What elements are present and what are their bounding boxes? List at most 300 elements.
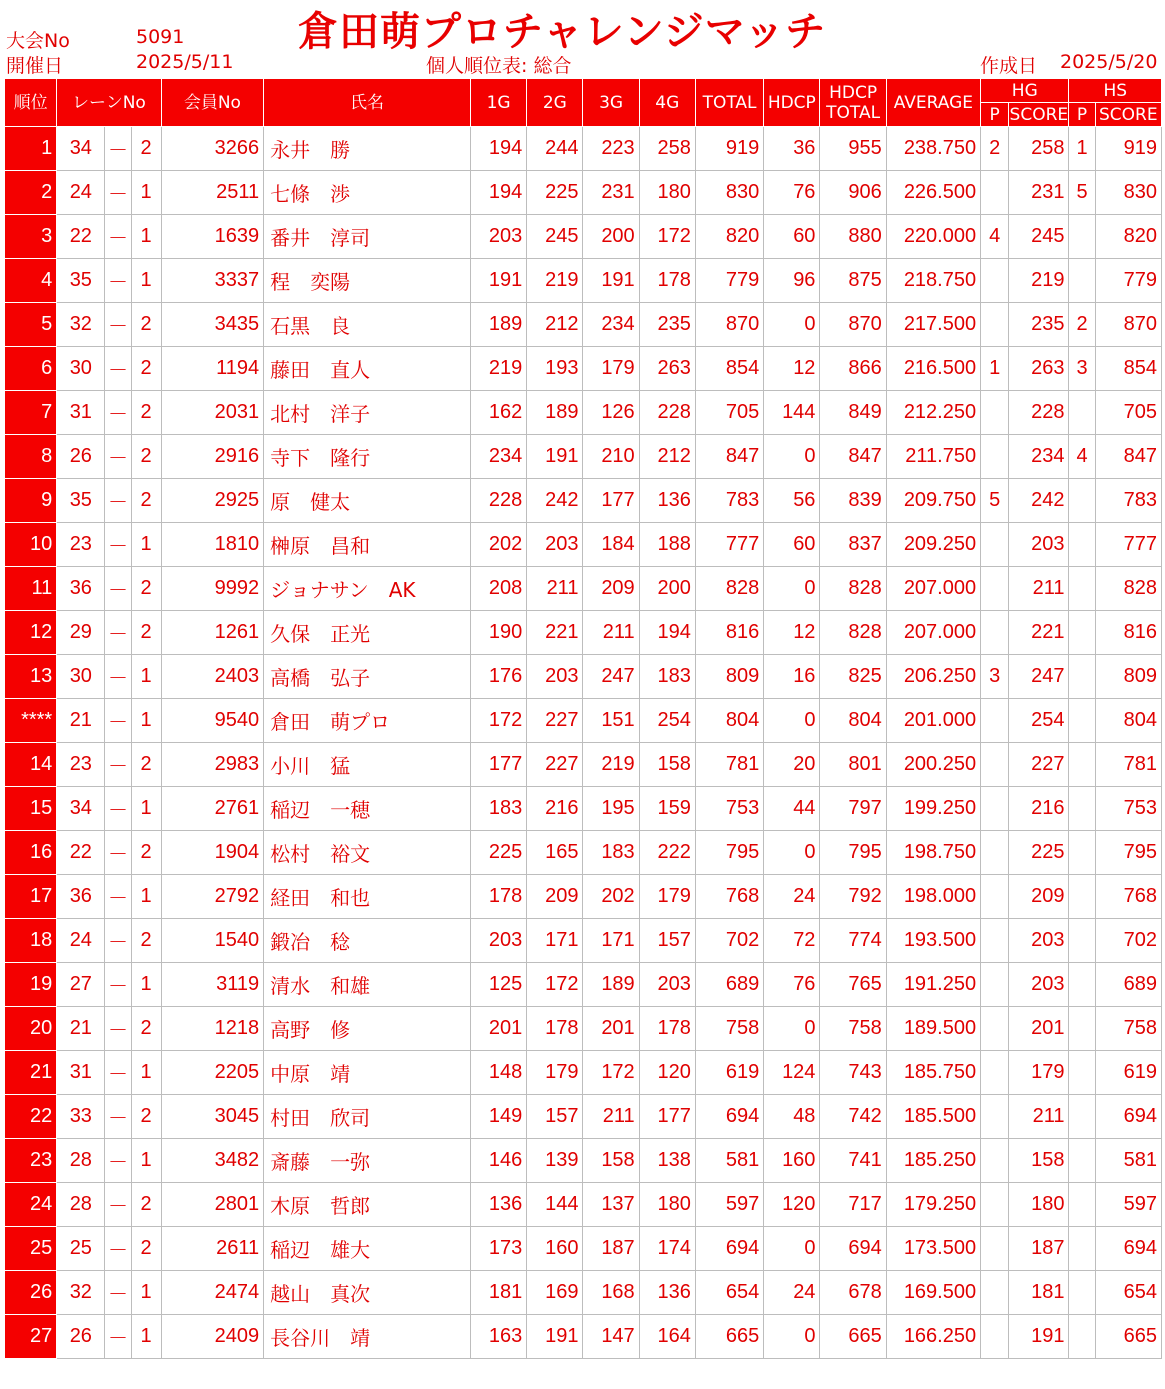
total-cell: 654 [695,1271,763,1315]
created-label: 作成日 [980,55,1038,77]
hg-place-cell [981,391,1009,435]
game3-cell: 168 [583,1271,639,1315]
table-row [5,1183,1162,1227]
rank-cell: 23 [5,1139,57,1183]
game1-cell: 190 [470,611,526,655]
hg-score-cell: 181 [1009,1271,1069,1315]
rank-cell: 18 [5,919,57,963]
total-cell: 702 [695,919,763,963]
table-row [5,919,1162,963]
game4-cell: 164 [639,1315,695,1359]
lane-pos-cell: 1 [131,699,161,743]
rank-cell: 14 [5,743,57,787]
game4-cell: 228 [639,391,695,435]
average-cell: 185.500 [886,1095,980,1139]
game1-cell: 181 [470,1271,526,1315]
member-no-cell: 1194 [161,347,263,391]
rank-cell: 16 [5,831,57,875]
game2-cell: 244 [527,127,583,171]
hg-score-cell: 211 [1009,1095,1069,1139]
member-no-cell: 2474 [161,1271,263,1315]
game1-cell: 162 [470,391,526,435]
game1-cell: 225 [470,831,526,875]
hs-place-cell [1069,743,1095,787]
lane-dash: － [105,567,131,611]
game1-cell: 149 [470,1095,526,1139]
hs-place-cell [1069,523,1095,567]
game4-cell: 203 [639,963,695,1007]
hdcp-total-cell: 765 [820,963,886,1007]
rank-cell: 7 [5,391,57,435]
hs-score-cell: 804 [1095,699,1161,743]
hg-score-cell: 201 [1009,1007,1069,1051]
hg-score-cell: 209 [1009,875,1069,919]
member-no-cell: 3045 [161,1095,263,1139]
lane-cell: 32 [57,1271,105,1315]
game2-cell: 216 [527,787,583,831]
average-cell: 220.000 [886,215,980,259]
average-cell: 185.250 [886,1139,980,1183]
average-cell: 226.500 [886,171,980,215]
total-cell: 820 [695,215,763,259]
game4-cell: 136 [639,479,695,523]
game4-cell: 235 [639,303,695,347]
hs-place-cell [1069,831,1095,875]
average-cell: 209.750 [886,479,980,523]
average-cell: 207.000 [886,611,980,655]
game2-cell: 225 [527,171,583,215]
col-average: AVERAGE [886,79,980,127]
total-cell: 694 [695,1227,763,1271]
table-row [5,875,1162,919]
lane-pos-cell: 2 [131,435,161,479]
col-member-no: 会員No [161,79,263,127]
rank-cell: 15 [5,787,57,831]
rank-cell: 6 [5,347,57,391]
hs-score-cell: 694 [1095,1227,1161,1271]
table-row [5,1007,1162,1051]
game3-cell: 189 [583,963,639,1007]
member-no-cell: 2792 [161,875,263,919]
rank-cell: 26 [5,1271,57,1315]
hg-place-cell [981,1315,1009,1359]
hdcp-cell: 0 [764,435,820,479]
game3-cell: 126 [583,391,639,435]
lane-dash: － [105,1139,131,1183]
hdcp-total-cell: 801 [820,743,886,787]
col-name: 氏名 [264,79,471,127]
lane-cell: 28 [57,1183,105,1227]
lane-dash: － [105,1051,131,1095]
game1-cell: 203 [470,919,526,963]
game2-cell: 221 [527,611,583,655]
total-cell: 597 [695,1183,763,1227]
game2-cell: 189 [527,391,583,435]
hdcp-total-cell: 849 [820,391,886,435]
hg-score-cell: 221 [1009,611,1069,655]
name-cell: 永井 勝 [264,127,471,171]
hdcp-total-cell: 847 [820,435,886,479]
game4-cell: 120 [639,1051,695,1095]
member-no-cell: 3337 [161,259,263,303]
col-hs: HS [1069,79,1162,103]
game2-cell: 242 [527,479,583,523]
game4-cell: 178 [639,259,695,303]
hg-score-cell: 180 [1009,1183,1069,1227]
lane-pos-cell: 1 [131,1271,161,1315]
name-cell: 藤田 直人 [264,347,471,391]
total-cell: 816 [695,611,763,655]
game1-cell: 136 [470,1183,526,1227]
rank-cell: 25 [5,1227,57,1271]
hs-place-cell [1069,479,1095,523]
game1-cell: 146 [470,1139,526,1183]
hdcp-total-cell: 875 [820,259,886,303]
hdcp-cell: 12 [764,611,820,655]
lane-dash: － [105,1095,131,1139]
lane-dash: － [105,611,131,655]
col-hdcp-total-line1: HDCP [829,82,878,103]
average-cell: 191.250 [886,963,980,1007]
game4-cell: 188 [639,523,695,567]
lane-pos-cell: 2 [131,391,161,435]
rank-cell: 27 [5,1315,57,1359]
hs-score-cell: 847 [1095,435,1161,479]
hg-score-cell: 216 [1009,787,1069,831]
game2-cell: 178 [527,1007,583,1051]
hg-place-cell [981,1007,1009,1051]
table-row [5,963,1162,1007]
table-row [5,303,1162,347]
name-cell: 清水 和雄 [264,963,471,1007]
hs-score-cell: 854 [1095,347,1161,391]
lane-dash: － [105,435,131,479]
table-row [5,171,1162,215]
total-cell: 854 [695,347,763,391]
hdcp-total-cell: 828 [820,611,886,655]
name-cell: 高橋 弘子 [264,655,471,699]
hdcp-cell: 24 [764,875,820,919]
rank-cell: 12 [5,611,57,655]
lane-pos-cell: 1 [131,215,161,259]
member-no-cell: 2761 [161,787,263,831]
table-row [5,347,1162,391]
lane-dash: － [105,391,131,435]
lane-pos-cell: 1 [131,787,161,831]
hg-place-cell [981,1095,1009,1139]
game4-cell: 263 [639,347,695,391]
hdcp-total-cell: 870 [820,303,886,347]
table-row [5,743,1162,787]
hg-place-cell [981,611,1009,655]
table-row [5,127,1162,171]
member-no-cell: 1261 [161,611,263,655]
hdcp-cell: 0 [764,831,820,875]
game1-cell: 208 [470,567,526,611]
lane-dash: － [105,259,131,303]
hs-score-cell: 783 [1095,479,1161,523]
hdcp-total-cell: 837 [820,523,886,567]
total-cell: 870 [695,303,763,347]
hdcp-cell: 0 [764,567,820,611]
total-cell: 694 [695,1095,763,1139]
game1-cell: 203 [470,215,526,259]
hg-score-cell: 234 [1009,435,1069,479]
hdcp-total-cell: 742 [820,1095,886,1139]
hg-score-cell: 247 [1009,655,1069,699]
hdcp-cell: 60 [764,523,820,567]
col-hdcp-total [820,79,886,127]
rank-cell: 24 [5,1183,57,1227]
col-lane: レーンNo [57,79,161,127]
hs-score-cell: 753 [1095,787,1161,831]
average-cell: 218.750 [886,259,980,303]
hs-place-cell: 1 [1069,127,1095,171]
lane-dash: － [105,699,131,743]
name-cell: 久保 正光 [264,611,471,655]
member-no-cell: 1639 [161,215,263,259]
hs-score-cell: 705 [1095,391,1161,435]
game3-cell: 231 [583,171,639,215]
hs-place-cell [1069,1315,1095,1359]
member-no-cell: 2031 [161,391,263,435]
hs-score-cell: 820 [1095,215,1161,259]
name-cell: 稲辺 雄大 [264,1227,471,1271]
hg-score-cell: 245 [1009,215,1069,259]
lane-cell: 34 [57,127,105,171]
table-row [5,611,1162,655]
member-no-cell: 9540 [161,699,263,743]
member-no-cell: 2801 [161,1183,263,1227]
table-row [5,479,1162,523]
lane-cell: 35 [57,259,105,303]
name-cell: 斎藤 一弥 [264,1139,471,1183]
hs-place-cell [1069,567,1095,611]
hg-place-cell: 1 [981,347,1009,391]
game4-cell: 194 [639,611,695,655]
hdcp-total-cell: 743 [820,1051,886,1095]
name-cell: ジョナサン AK [264,567,471,611]
game4-cell: 258 [639,127,695,171]
average-cell: 200.250 [886,743,980,787]
hg-place-cell [981,567,1009,611]
lane-pos-cell: 1 [131,655,161,699]
lane-cell: 22 [57,215,105,259]
game2-cell: 219 [527,259,583,303]
col-hg-p: P [981,103,1009,127]
hdcp-total-cell: 866 [820,347,886,391]
hdcp-cell: 160 [764,1139,820,1183]
col-hs-score: SCORE [1095,103,1161,127]
hdcp-cell: 0 [764,699,820,743]
game4-cell: 183 [639,655,695,699]
hs-place-cell [1069,1227,1095,1271]
hdcp-cell: 120 [764,1183,820,1227]
member-no-cell: 2983 [161,743,263,787]
hg-place-cell [981,875,1009,919]
game1-cell: 172 [470,699,526,743]
hdcp-total-cell: 795 [820,831,886,875]
average-cell: 201.000 [886,699,980,743]
hdcp-total-cell: 758 [820,1007,886,1051]
game2-cell: 203 [527,655,583,699]
rank-cell: 3 [5,215,57,259]
member-no-cell: 3482 [161,1139,263,1183]
lane-pos-cell: 2 [131,611,161,655]
lane-cell: 35 [57,479,105,523]
total-cell: 795 [695,831,763,875]
lane-dash: － [105,831,131,875]
total-cell: 804 [695,699,763,743]
hs-place-cell [1069,1095,1095,1139]
game1-cell: 125 [470,963,526,1007]
hs-score-cell: 597 [1095,1183,1161,1227]
hg-place-cell: 3 [981,655,1009,699]
game1-cell: 177 [470,743,526,787]
game3-cell: 184 [583,523,639,567]
lane-dash: － [105,1007,131,1051]
hs-score-cell: 828 [1095,567,1161,611]
lane-dash: － [105,655,131,699]
name-cell: 北村 洋子 [264,391,471,435]
lane-cell: 31 [57,391,105,435]
table-row [5,391,1162,435]
rank-cell: 10 [5,523,57,567]
name-cell: 小川 猛 [264,743,471,787]
hs-place-cell [1069,787,1095,831]
lane-cell: 31 [57,1051,105,1095]
hdcp-cell: 24 [764,1271,820,1315]
game2-cell: 191 [527,435,583,479]
hdcp-cell: 72 [764,919,820,963]
average-cell: 207.000 [886,567,980,611]
hg-place-cell [981,523,1009,567]
hs-score-cell: 694 [1095,1095,1161,1139]
rank-cell: 4 [5,259,57,303]
hs-place-cell [1069,1139,1095,1183]
hg-place-cell [981,831,1009,875]
rank-cell: 13 [5,655,57,699]
hg-place-cell [981,1183,1009,1227]
hdcp-cell: 0 [764,1227,820,1271]
game1-cell: 219 [470,347,526,391]
hg-score-cell: 219 [1009,259,1069,303]
table-row [5,1139,1162,1183]
event-date: 2025/5/11 [136,51,234,73]
hg-score-cell: 258 [1009,127,1069,171]
game1-cell: 173 [470,1227,526,1271]
lane-cell: 26 [57,435,105,479]
game2-cell: 144 [527,1183,583,1227]
hdcp-cell: 56 [764,479,820,523]
col-hdcp-total-line2: TOTAL [826,102,881,123]
hdcp-total-cell: 839 [820,479,886,523]
name-cell: 長谷川 靖 [264,1315,471,1359]
table-row [5,523,1162,567]
hg-place-cell [981,1227,1009,1271]
table-row [5,831,1162,875]
name-cell: 七條 渉 [264,171,471,215]
member-no-cell: 2916 [161,435,263,479]
name-cell: 稲辺 一穂 [264,787,471,831]
rank-cell: 20 [5,1007,57,1051]
game3-cell: 219 [583,743,639,787]
lane-pos-cell: 2 [131,479,161,523]
game3-cell: 211 [583,1095,639,1139]
lane-cell: 29 [57,611,105,655]
lane-cell: 32 [57,303,105,347]
game3-cell: 234 [583,303,639,347]
lane-cell: 24 [57,171,105,215]
member-no-cell: 2925 [161,479,263,523]
hg-score-cell: 187 [1009,1227,1069,1271]
lane-cell: 25 [57,1227,105,1271]
name-cell: 榊原 昌和 [264,523,471,567]
lane-pos-cell: 2 [131,831,161,875]
hdcp-total-cell: 792 [820,875,886,919]
name-cell: 番井 淳司 [264,215,471,259]
lane-pos-cell: 1 [131,963,161,1007]
hg-place-cell [981,919,1009,963]
name-cell: 原 健太 [264,479,471,523]
hg-place-cell [981,259,1009,303]
table-row [5,655,1162,699]
game4-cell: 179 [639,875,695,919]
hg-score-cell: 231 [1009,171,1069,215]
average-cell: 189.500 [886,1007,980,1051]
hs-score-cell: 781 [1095,743,1161,787]
col-total: TOTAL [695,79,763,127]
name-cell: 寺下 隆行 [264,435,471,479]
hdcp-total-cell: 955 [820,127,886,171]
hg-score-cell: 203 [1009,963,1069,1007]
rank-cell: 2 [5,171,57,215]
game4-cell: 180 [639,171,695,215]
member-no-cell: 2205 [161,1051,263,1095]
hg-score-cell: 254 [1009,699,1069,743]
game3-cell: 187 [583,1227,639,1271]
lane-dash: － [105,1315,131,1359]
hdcp-cell: 48 [764,1095,820,1139]
page-title: 倉田萌プロチャレンジマッチ [298,9,827,55]
game2-cell: 171 [527,919,583,963]
hdcp-cell: 76 [764,171,820,215]
hdcp-total-cell: 694 [820,1227,886,1271]
lane-pos-cell: 2 [131,567,161,611]
rank-cell: 1 [5,127,57,171]
game3-cell: 210 [583,435,639,479]
hg-score-cell: 263 [1009,347,1069,391]
game3-cell: 201 [583,1007,639,1051]
ranking-table [4,78,1162,1359]
hs-score-cell: 758 [1095,1007,1161,1051]
total-cell: 665 [695,1315,763,1359]
game3-cell: 158 [583,1139,639,1183]
game4-cell: 180 [639,1183,695,1227]
hg-place-cell [981,699,1009,743]
member-no-cell: 9992 [161,567,263,611]
lane-pos-cell: 1 [131,875,161,919]
hg-place-cell: 5 [981,479,1009,523]
hdcp-cell: 96 [764,259,820,303]
lane-dash: － [105,1271,131,1315]
lane-pos-cell: 2 [131,303,161,347]
hg-score-cell: 179 [1009,1051,1069,1095]
lane-dash: － [105,1183,131,1227]
hs-score-cell: 779 [1095,259,1161,303]
hs-place-cell [1069,611,1095,655]
average-cell: 199.250 [886,787,980,831]
